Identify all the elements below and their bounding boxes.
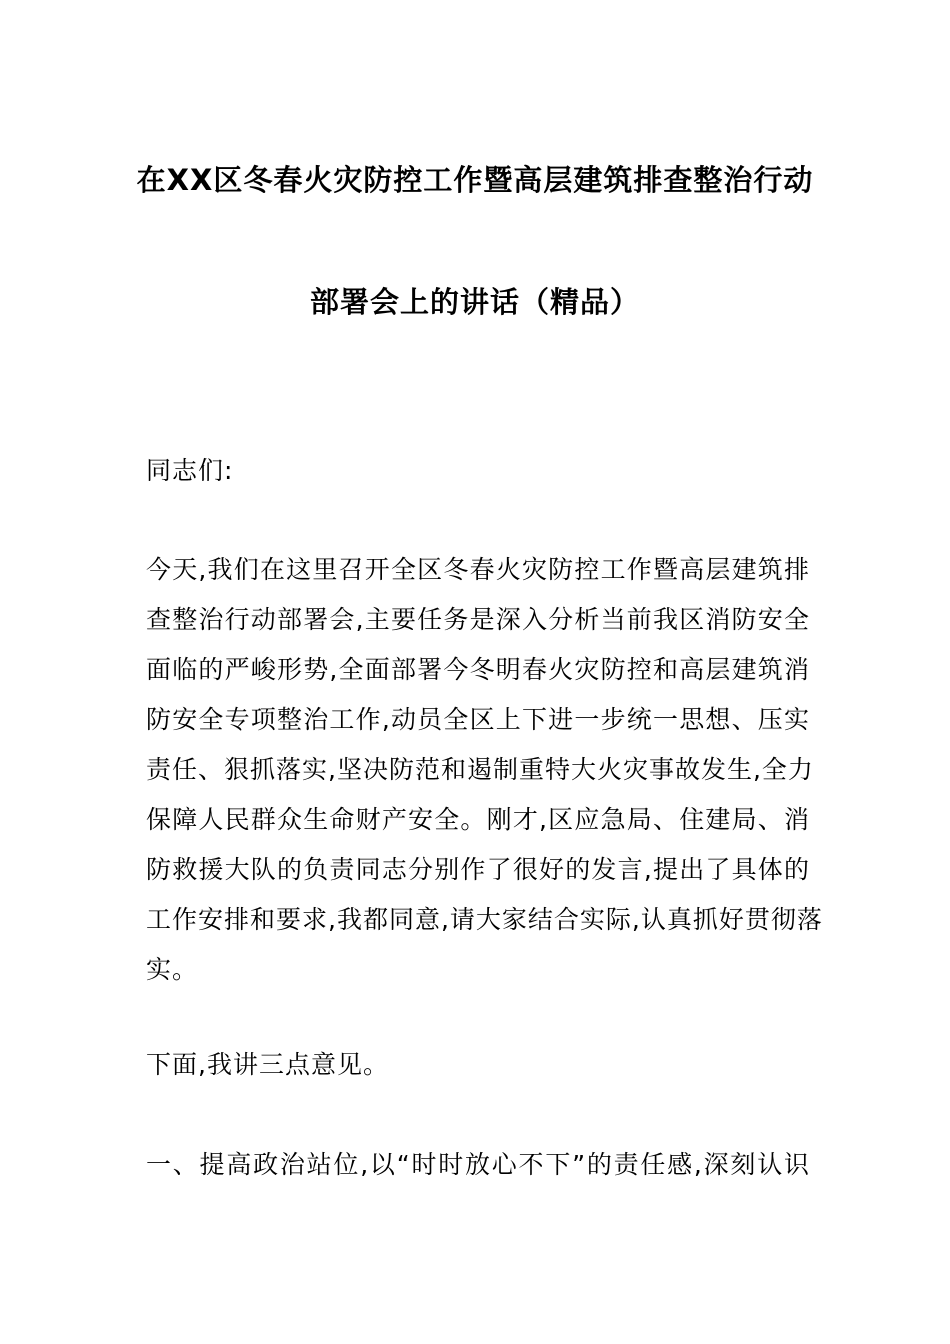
- paragraph-line: 今天,我们在这里召开全区冬春火灾防控工作暨高层建筑排: [146, 555, 810, 584]
- paragraph-line: 查整治行动部署会,主要任务是深入分析当前我区消防安全: [146, 605, 810, 634]
- paragraph-line: 面临的严峻形势,全面部署今冬明春火灾防控和高层建筑消: [146, 655, 810, 684]
- paragraph-line: 责任、狠抓落实,坚决防范和遏制重特大火灾事故发生,全力: [146, 755, 814, 784]
- paragraph-line: 实。: [146, 955, 199, 984]
- intro-line: 下面,我讲三点意见。: [146, 1050, 389, 1079]
- paragraph-line: 防救援大队的负责同志分别作了很好的发言,提出了具体的: [146, 855, 810, 884]
- section-1-heading: 一、提高政治站位,以“时时放心不下”的责任感,深刻认识: [146, 1150, 810, 1179]
- paragraph-line: 防安全专项整治工作,动员全区上下进一步统一思想、压实: [146, 705, 810, 734]
- paragraph-line: 保障人民群众生命财产安全。刚才,区应急局、住建局、消: [146, 805, 810, 834]
- document-title-line-1: 在XX区冬春火灾防控工作暨高层建筑排查整治行动: [136, 163, 814, 197]
- document-title-line-2: 部署会上的讲话（精品）: [309, 285, 640, 319]
- salutation: 同志们:: [146, 456, 234, 485]
- paragraph-opening: [146, 545, 823, 995]
- paragraph-line: 工作安排和要求,我都同意,请大家结合实际,认真抓好贯彻落: [146, 905, 823, 934]
